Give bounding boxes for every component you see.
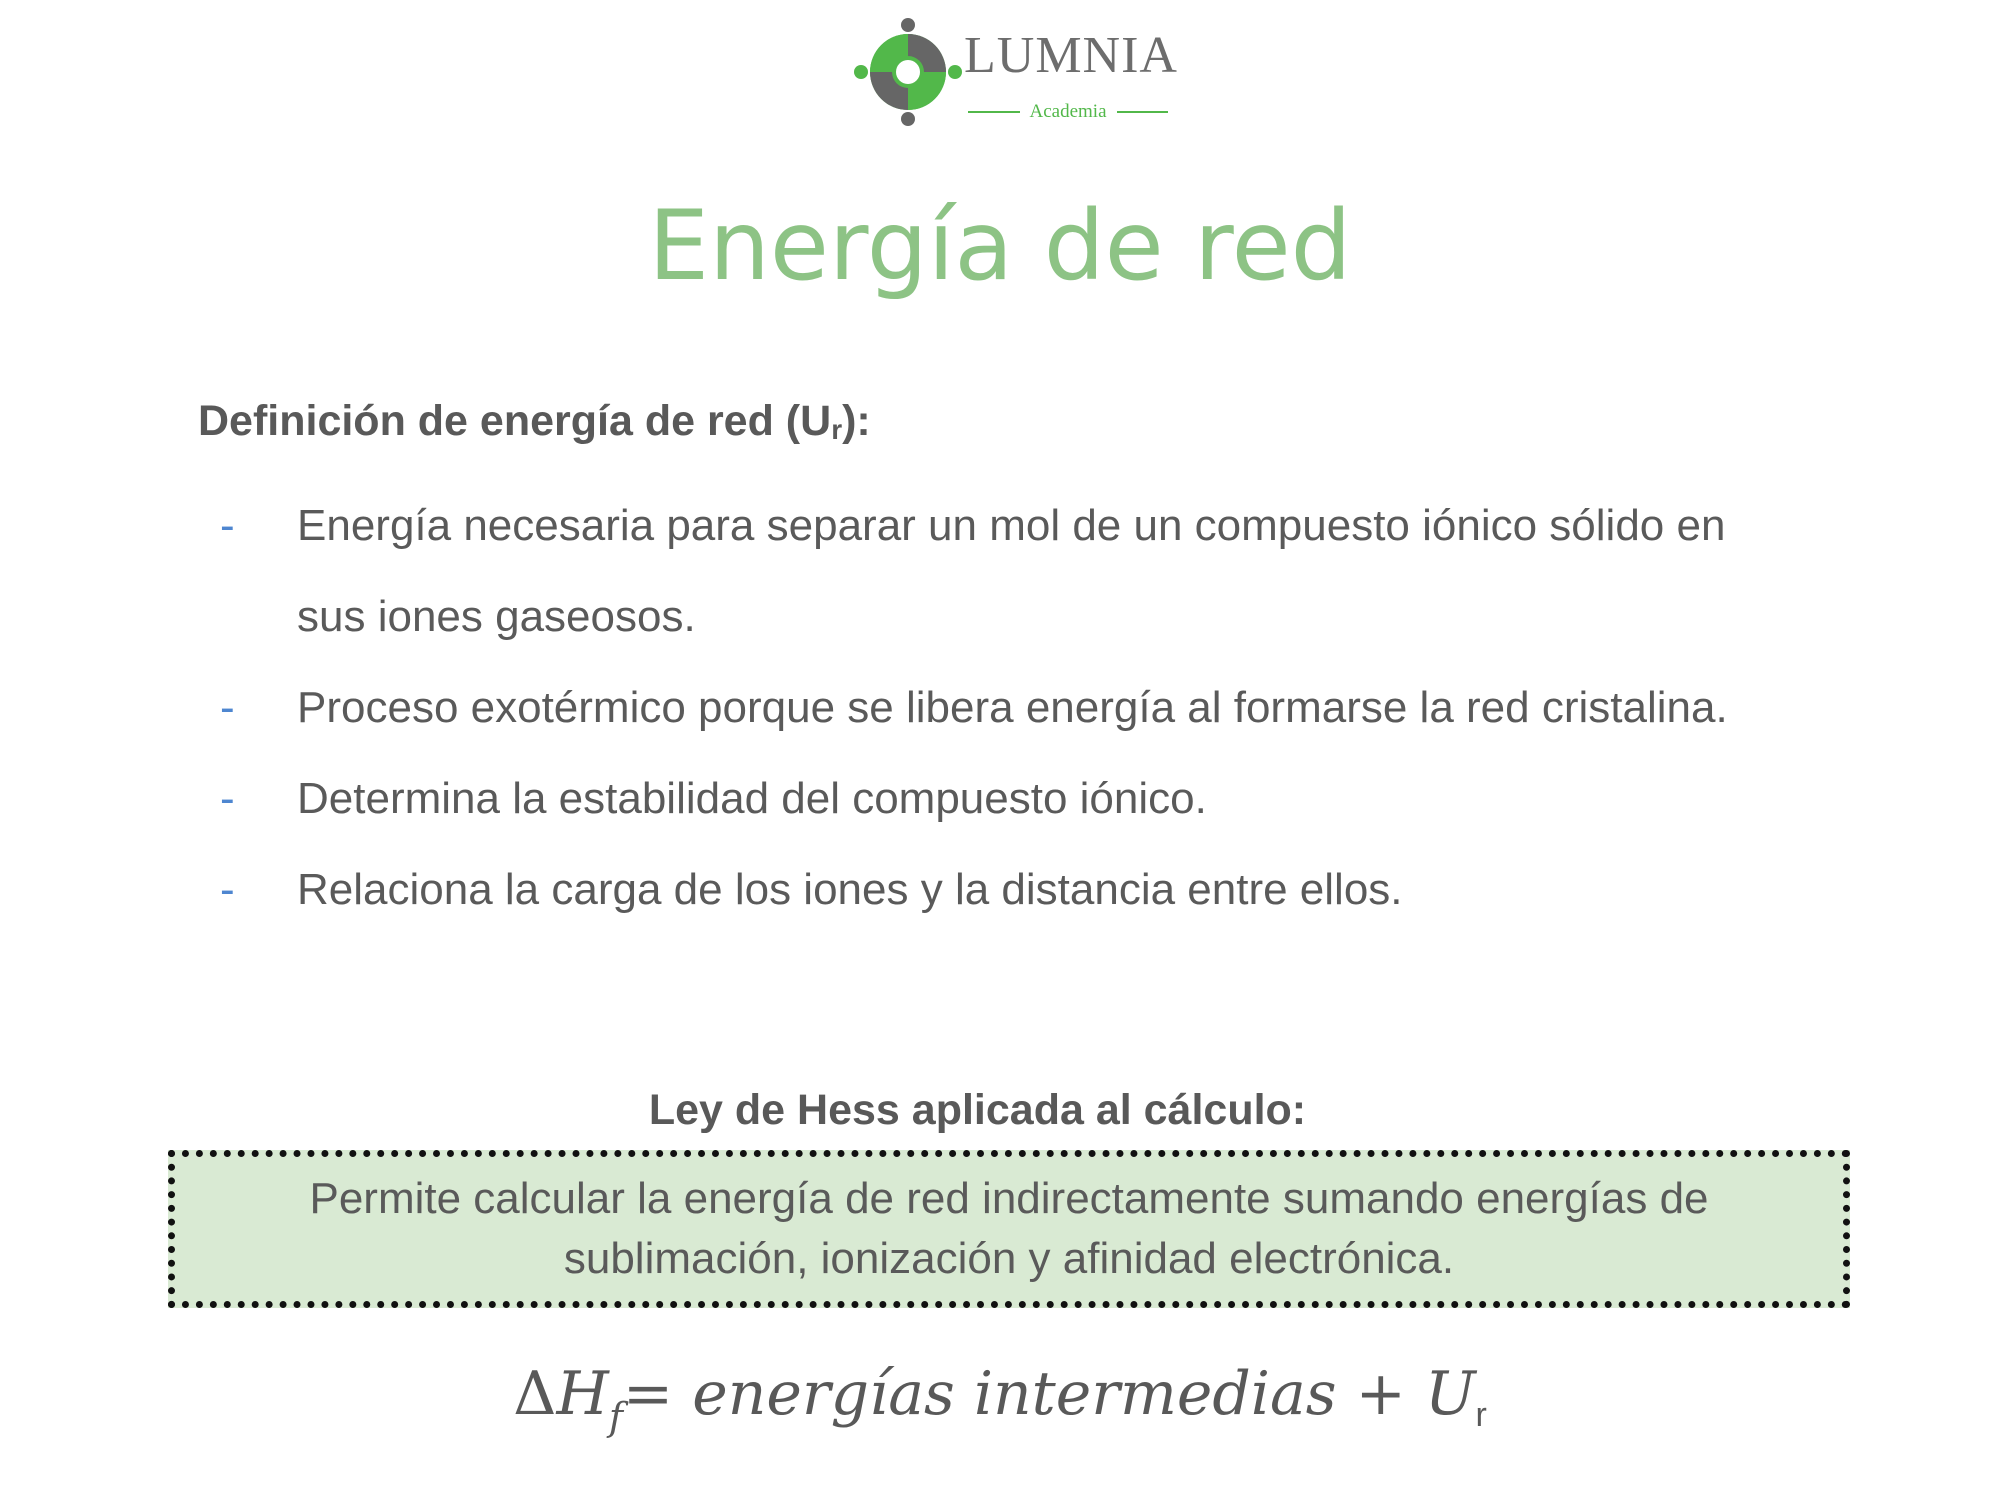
formula-delta: Δ <box>513 1359 557 1429</box>
formula-lhs: H <box>556 1359 609 1429</box>
definition-bullet-list <box>220 480 1780 935</box>
logo-name: LUMNIA <box>964 27 1178 84</box>
lumnia-logo <box>852 16 1178 128</box>
list-item <box>220 480 1780 662</box>
bullet-text: Energía necesaria para separar un mol de un compuesto iónico sólido en sus iones gaseosos. <box>297 501 1726 641</box>
hess-box-text: Permite calcular la energía de red indirectamente sumando energías de sublimación, ionización y afinidad electrónica. <box>309 1174 1709 1283</box>
bullet-dash: - <box>220 683 235 732</box>
formula <box>0 1359 2000 1439</box>
logo-rule-right <box>1117 111 1169 113</box>
formula-lhs-subscript: f <box>608 1395 623 1439</box>
hess-callout-box <box>168 1150 1850 1308</box>
list-item <box>220 753 1780 844</box>
definition-heading <box>198 397 871 445</box>
logo-subtitle <box>968 102 1168 121</box>
page-title: Energía de red <box>648 190 1352 302</box>
list-item <box>220 844 1780 935</box>
bullet-text: Relaciona la carga de los iones y la distancia entre ellos. <box>297 865 1403 914</box>
logo-subtitle-text: Academia <box>1029 101 1107 122</box>
bullet-dash: - <box>220 501 235 550</box>
bullet-text: Determina la estabilidad del compuesto iónico. <box>297 774 1207 823</box>
bullet-text: Proceso exotérmico porque se libera energía al formarse la red cristalina. <box>297 683 1728 732</box>
definition-heading-prefix: Definición de energía de red (U <box>198 397 832 445</box>
hess-heading: Ley de Hess aplicada al cálculo: <box>648 1086 1307 1134</box>
bullet-dash: - <box>220 865 235 914</box>
logo-rule-left <box>968 111 1020 113</box>
lumnia-logo-icon <box>852 16 964 128</box>
bullet-dash: - <box>220 774 235 823</box>
definition-heading-subscript: r <box>831 414 843 445</box>
list-item <box>220 662 1780 753</box>
formula-rhs-subscript: r <box>1475 1396 1487 1434</box>
definition-heading-suffix: ): <box>842 397 871 445</box>
formula-rhs: = energías intermedias + U <box>622 1359 1476 1429</box>
